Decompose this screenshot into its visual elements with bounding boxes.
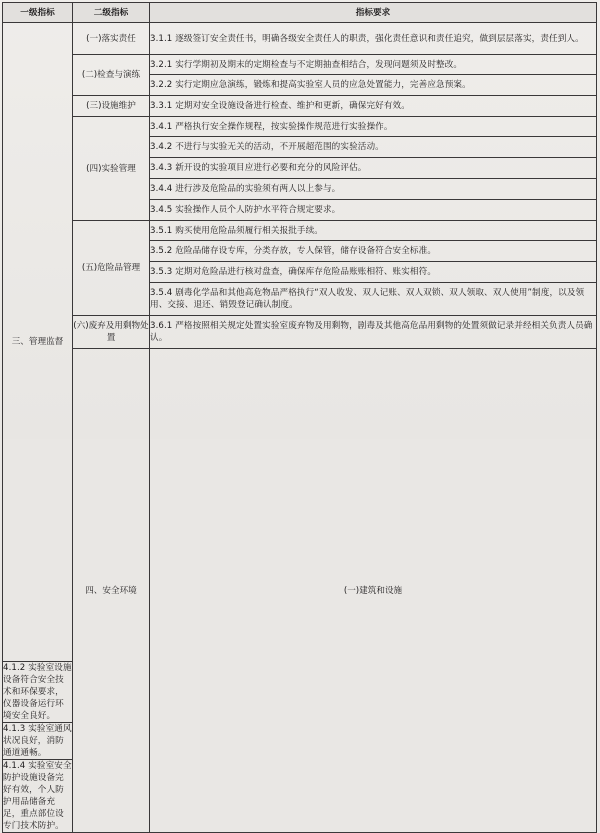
table-row xyxy=(3,349,597,662)
table-header-row xyxy=(3,3,597,23)
requirement-cell: 3.3.1 定期对安全设施设备进行检查、维护和更新，确保完好有效。 xyxy=(150,96,597,117)
header-requirement: 指标要求 xyxy=(150,3,597,23)
requirement-cell: 3.4.5 实验操作人员个人防护水平符合规定要求。 xyxy=(150,200,597,221)
level1-cell: 四、安全环境 xyxy=(73,349,150,833)
requirement-cell: 3.4.1 严格执行安全操作规程，按实验操作规范进行实验操作。 xyxy=(150,117,597,137)
level2-cell: (二)检查与演练 xyxy=(73,55,150,96)
requirement-cell: 3.6.1 严格按照相关规定处置实验室废弃物及用剩物，剧毒及其他高危品用剩物的处置须做记录并经相关负责人员确认。 xyxy=(150,316,597,349)
table-row xyxy=(3,23,597,55)
header-level1: 一级指标 xyxy=(3,3,73,23)
level2-cell: (一)建筑和设施 xyxy=(150,349,597,833)
requirement-cell: 3.5.3 定期对危险品进行核对盘查，确保库存危险品账账相符、账实相符。 xyxy=(150,262,597,283)
requirement-cell: 3.5.4 剧毒化学品和其他高危物品严格执行“双人收发、双人记账、双人双锁、双人领取、双人使用”制度，以及领用、交接、退还、销毁登记确认制度。 xyxy=(150,283,597,316)
requirement-cell: 3.2.1 实行学期初及期末的定期检查与不定期抽查相结合，发现问题须及时整改。 xyxy=(150,55,597,75)
requirement-cell: 3.4.4 进行涉及危险品的实验须有两人以上参与。 xyxy=(150,179,597,200)
table-row xyxy=(3,117,597,137)
requirement-cell: 3.1.1 逐级签订安全责任书，明确各级安全责任人的职责，强化责任意识和责任追究，做到层层落实，责任到人。 xyxy=(150,23,597,55)
level2-cell: (四)实验管理 xyxy=(73,117,150,221)
level2-cell: (五)危险品管理 xyxy=(73,221,150,316)
requirement-cell: 4.1.2 实验室设施设备符合安全技术和环保要求，仪器设备运行环境安全良好。 xyxy=(3,663,72,721)
requirement-cell: 3.5.1 购买使用危险品须履行相关报批手续。 xyxy=(150,221,597,241)
header-level2: 二级指标 xyxy=(73,3,150,23)
requirement-cell: 4.1.4 实验室安全防护设施设备完好有效，个人防护用品储备充足，重点部位设专门技术防护。 xyxy=(3,761,72,831)
indicator-table xyxy=(2,2,597,833)
requirement-cell: 3.4.2 不进行与实验无关的活动，不开展超范围的实验活动。 xyxy=(150,137,597,158)
level2-cell: (六)废弃及用剩物处置 xyxy=(73,316,150,349)
requirement-cell: 3.2.2 实行定期应急演练，锻炼和提高实验室人员的应急处置能力，完善应急预案。 xyxy=(150,75,597,96)
level1-cell: 三、管理监督 xyxy=(3,23,73,662)
table-row xyxy=(3,221,597,241)
requirement-cell: 3.5.2 危险品储存设专库，分类存放，专人保管，储存设备符合安全标准。 xyxy=(150,241,597,262)
level2-cell: (一)落实责任 xyxy=(73,23,150,55)
table-row xyxy=(3,316,597,349)
requirement-cell: 4.1.3 实验室通风状况良好，消防通道通畅。 xyxy=(3,724,72,758)
level2-cell: (三)设施维护 xyxy=(73,96,150,117)
requirement-cell: 3.4.3 新开设的实验项目应进行必要和充分的风险评估。 xyxy=(150,158,597,179)
table-row xyxy=(3,96,597,117)
table-row xyxy=(3,55,597,75)
